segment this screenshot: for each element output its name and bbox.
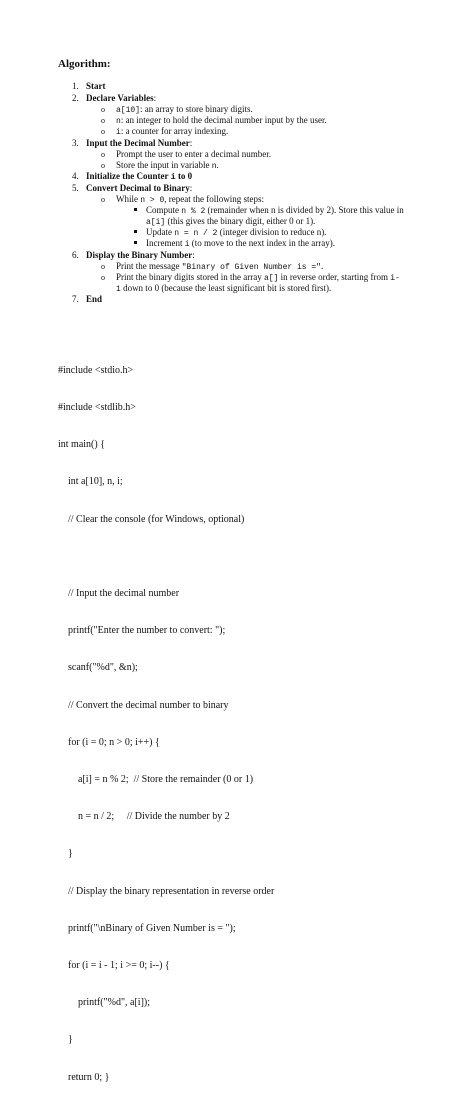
code-line: // Display the binary representation in reverse order — [58, 885, 275, 897]
nested-item-text: (integer division to reduce n). — [217, 227, 327, 237]
circle-bullet-icon: o — [101, 161, 105, 170]
nested-item-text: Increment — [146, 238, 185, 248]
code-block — [58, 340, 274, 1109]
nested-item-text: Compute — [146, 205, 182, 215]
inline-code: a[] — [263, 274, 279, 283]
sub-item-text: : a counter for array indexing. — [120, 126, 229, 136]
step-heading — [86, 138, 192, 149]
nested-item — [146, 238, 335, 250]
circle-bullet-icon: o — [101, 273, 105, 282]
code-line: #include <stdlib.h> — [58, 402, 136, 414]
step-heading — [86, 93, 156, 104]
step-number: 3. — [72, 138, 79, 148]
circle-bullet-icon: o — [101, 195, 105, 204]
circle-bullet-icon: o — [101, 116, 105, 125]
code-line: #include <stdio.h> — [58, 364, 134, 376]
sub-item-text: , repeat the following steps: — [164, 194, 264, 204]
inline-code: a[10] — [116, 106, 141, 115]
step-label: Convert Decimal to Binary — [86, 183, 190, 193]
code-line: printf("%d", a[i]); — [58, 997, 151, 1009]
step-label: Display the Binary Number — [86, 250, 193, 260]
inline-code: 1 — [116, 285, 121, 294]
inline-code: i — [116, 128, 121, 137]
sub-item-text: down to 0 (because the least significant bit is stored first). — [120, 283, 332, 293]
code-line: for (i = 0; n > 0; i++) { — [58, 736, 160, 748]
inline-code: a[i] — [146, 218, 166, 227]
nested-item-text: (to move to the next index in the array). — [189, 238, 336, 248]
inline-code: i- — [390, 274, 400, 283]
sub-item-text: : an array to store binary digits. — [140, 104, 253, 114]
code-line: int main() { — [58, 439, 106, 451]
step-heading — [86, 171, 192, 183]
circle-bullet-icon: o — [101, 127, 105, 136]
step-label: Initialize the Counter — [86, 171, 171, 181]
nested-item-text: (this gives the binary digit, either 0 or 1). — [165, 216, 316, 226]
step-label: Declare Variables — [86, 93, 154, 103]
sub-item-text: Print the message — [116, 261, 182, 271]
nested-item-text: Update — [146, 227, 175, 237]
square-bullet-icon — [134, 241, 137, 244]
code-line: // Input the decimal number — [58, 588, 180, 600]
code-line: scanf("%d", &n); — [58, 662, 138, 674]
inline-code: n % 2 — [181, 207, 206, 216]
sub-item-text: . — [216, 160, 219, 170]
step-number: 6. — [72, 250, 79, 260]
code-line: a[i] = n % 2; // Store the remainder (0 or 1) — [58, 774, 254, 786]
step-heading — [86, 250, 195, 261]
step-number: 1. — [72, 81, 79, 91]
square-bullet-icon — [134, 208, 137, 211]
step-label: Start — [86, 81, 106, 91]
code-line — [58, 551, 274, 563]
sub-item-text: in reverse order, starting from — [278, 272, 391, 282]
inline-code: n — [116, 117, 121, 126]
code-line: printf("Enter the number to convert: "); — [58, 625, 226, 637]
code-line: } — [58, 1034, 73, 1046]
algorithm-heading: Algorithm: — [58, 58, 111, 70]
inline-code: n — [211, 162, 217, 171]
code-line: n = n / 2; // Divide the number by 2 — [58, 811, 230, 823]
step-suffix: : — [189, 183, 193, 193]
sub-item-text: : an integer to hold the decimal number input by the user. — [120, 115, 327, 125]
code-line: } — [58, 848, 73, 860]
step-heading — [86, 183, 192, 194]
sub-item-text: . — [320, 261, 324, 271]
code-line: return 0; } — [58, 1071, 110, 1083]
sub-item-text: While — [116, 194, 141, 204]
sub-item-text: Print the binary digits stored in the array — [116, 272, 264, 282]
square-bullet-icon — [134, 230, 137, 233]
circle-bullet-icon: o — [101, 150, 105, 159]
code-line: int a[10], n, i; — [58, 476, 123, 488]
step-suffix: : — [192, 250, 195, 260]
step-suffix: : — [189, 138, 193, 148]
step-number: 7. — [72, 294, 79, 304]
step-label: Input the Decimal Number — [86, 138, 190, 148]
circle-bullet-icon: o — [101, 262, 105, 271]
inline-code: i — [170, 172, 176, 182]
sub-item — [116, 126, 228, 138]
code-line: printf("\nBinary of Given Number is = "); — [58, 922, 236, 934]
step-number: 4. — [72, 171, 79, 181]
sub-item-continued — [116, 283, 331, 295]
inline-code: "Binary of Given Number is =" — [181, 263, 321, 272]
sub-item-text: Store the input in variable — [116, 160, 212, 170]
step-suffix: : — [153, 93, 157, 103]
inline-code: n = n / 2 — [174, 229, 218, 238]
step-number: 2. — [72, 93, 79, 103]
inline-code: n > 0 — [140, 196, 165, 205]
code-line: // Convert the decimal number to binary — [58, 699, 229, 711]
step-label-end: to 0 — [175, 171, 193, 181]
code-line: // Clear the console (for Windows, optional) — [58, 513, 245, 525]
sub-item-text: Prompt the user to enter a decimal number. — [116, 149, 271, 159]
step-number: 5. — [72, 183, 79, 193]
inline-code: i — [184, 240, 190, 249]
step-label: End — [86, 294, 103, 304]
code-line: for (i = i - 1; i >= 0; i--) { — [58, 960, 170, 972]
nested-item-text: (remainder when n is divided by 2). Store this value in — [205, 205, 404, 215]
circle-bullet-icon: o — [101, 105, 105, 114]
